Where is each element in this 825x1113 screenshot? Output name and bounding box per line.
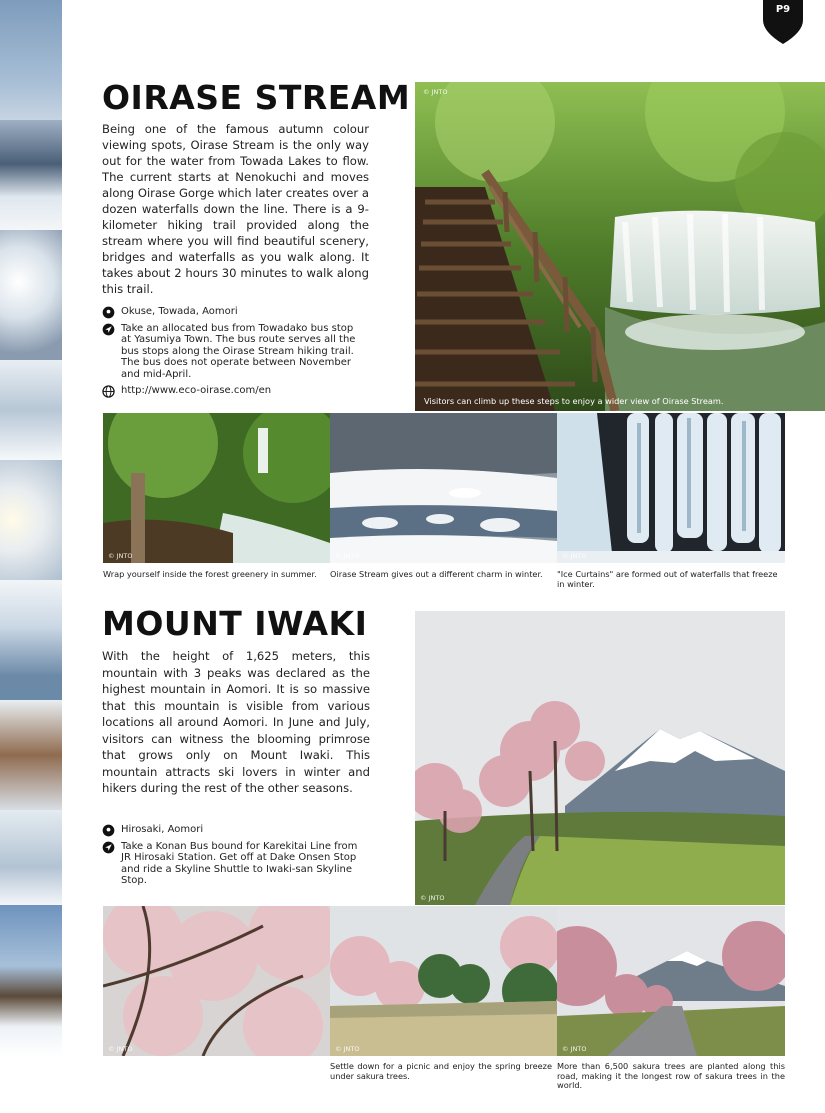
page-number: P9 — [775, 4, 791, 15]
oirase-body-text: Being one of the famous autumn colour viewing spots, Oirase Stream is the only way out for the water from Towada Lakes to flow. The current starts at Nenokuchi and moves along Oirase Gorge which later creates over a dozen waterfalls down the line. There is a 9-kilometer hiking trail provided along the stream where you will find beautiful scenery, bridges and waterfalls as you walk along. It takes about 2 hours 30 minutes to walk along this trail. — [102, 122, 369, 296]
oirase-winter-photo — [330, 413, 557, 563]
photo-credit: © JNTO — [108, 1045, 133, 1053]
section-title-oirase: OIRASE STREAM — [102, 78, 411, 117]
oirase-access: Take an allocated bus from Towadako bus stop at Yasumiya Town. The bus route serves all the bus stops along the Oirase Stream hiking trail. The bus does not operate between November and mid-April. — [121, 322, 356, 380]
oirase-main-photo — [415, 82, 825, 411]
globe-icon — [102, 385, 115, 398]
iwaki-caption-road: More than 6,500 sakura trees are planted along this road, making it the longest row of sakura trees in the world. — [557, 1061, 785, 1090]
oirase-access-row — [102, 323, 364, 381]
iwaki-caption-picnic: Settle down for a picnic and enjoy the spring breeze under sakura trees. — [330, 1061, 552, 1081]
page-number-badge — [763, 0, 803, 44]
oirase-caption-winter: Oirase Stream gives out a different charm in winter. — [330, 569, 543, 579]
photo-credit: © JNTO — [335, 1045, 360, 1053]
iwaki-access: Take a Konan Bus bound for Karekitai Line from JR Hirosaki Station. Get off at Dake Onsen Stop and ride a Skyline Shuttle to Iwaki-san Skyline Stop. — [121, 840, 358, 886]
iwaki-location-row — [102, 824, 364, 836]
iwaki-picnic-photo — [330, 906, 557, 1056]
iwaki-main-photo — [415, 611, 785, 905]
oirase-website-row — [102, 385, 364, 397]
oirase-caption-summer: Wrap yourself inside the forest greenery in summer. — [103, 569, 317, 579]
location-pin-icon — [102, 824, 115, 837]
side-photo-strip — [0, 0, 62, 1057]
photo-credit: © JNTO — [562, 552, 587, 560]
navigation-arrow-icon — [102, 841, 115, 854]
oirase-summer-photo — [103, 413, 330, 563]
photo-credit: © JNTO — [108, 552, 133, 560]
photo-credit: © JNTO — [335, 552, 360, 560]
photo-credit: © JNTO — [423, 88, 448, 96]
photo-credit: © JNTO — [420, 894, 445, 902]
oirase-caption-ice: "Ice Curtains" are formed out of waterfalls that freeze in winter. — [557, 569, 778, 589]
oirase-location-row — [102, 306, 364, 318]
iwaki-info-list — [102, 824, 364, 892]
iwaki-access-row — [102, 841, 364, 887]
ice-curtain-photo — [557, 413, 785, 563]
oirase-info-list — [102, 306, 364, 402]
oirase-website-link[interactable]: http://www.eco-oirase.com/en — [121, 385, 272, 396]
iwaki-sakura-closeup-photo — [103, 906, 330, 1056]
location-pin-icon — [102, 306, 115, 319]
oirase-main-photo-caption: Visitors can climb up these steps to enjoy a wider view of Oirase Stream. — [424, 396, 724, 406]
oirase-location: Okuse, Towada, Aomori — [121, 306, 238, 317]
navigation-arrow-icon — [102, 323, 115, 336]
section-title-iwaki: MOUNT IWAKI — [102, 604, 368, 643]
iwaki-location: Hirosaki, Aomori — [121, 824, 204, 835]
photo-credit: © JNTO — [562, 1045, 587, 1053]
iwaki-sakura-road-photo — [557, 906, 785, 1056]
iwaki-body-text: With the height of 1,625 meters, this mountain with 3 peaks was declared as the highest mountain in Aomori. It is so massive that this mountain is visible from various locations all around Aomori. In June and July, visitors can witness the blooming primrose that grows only on Mount Iwaki. This mountain attracts ski lovers in winter and hikers during the rest of the other seasons. — [102, 649, 370, 795]
